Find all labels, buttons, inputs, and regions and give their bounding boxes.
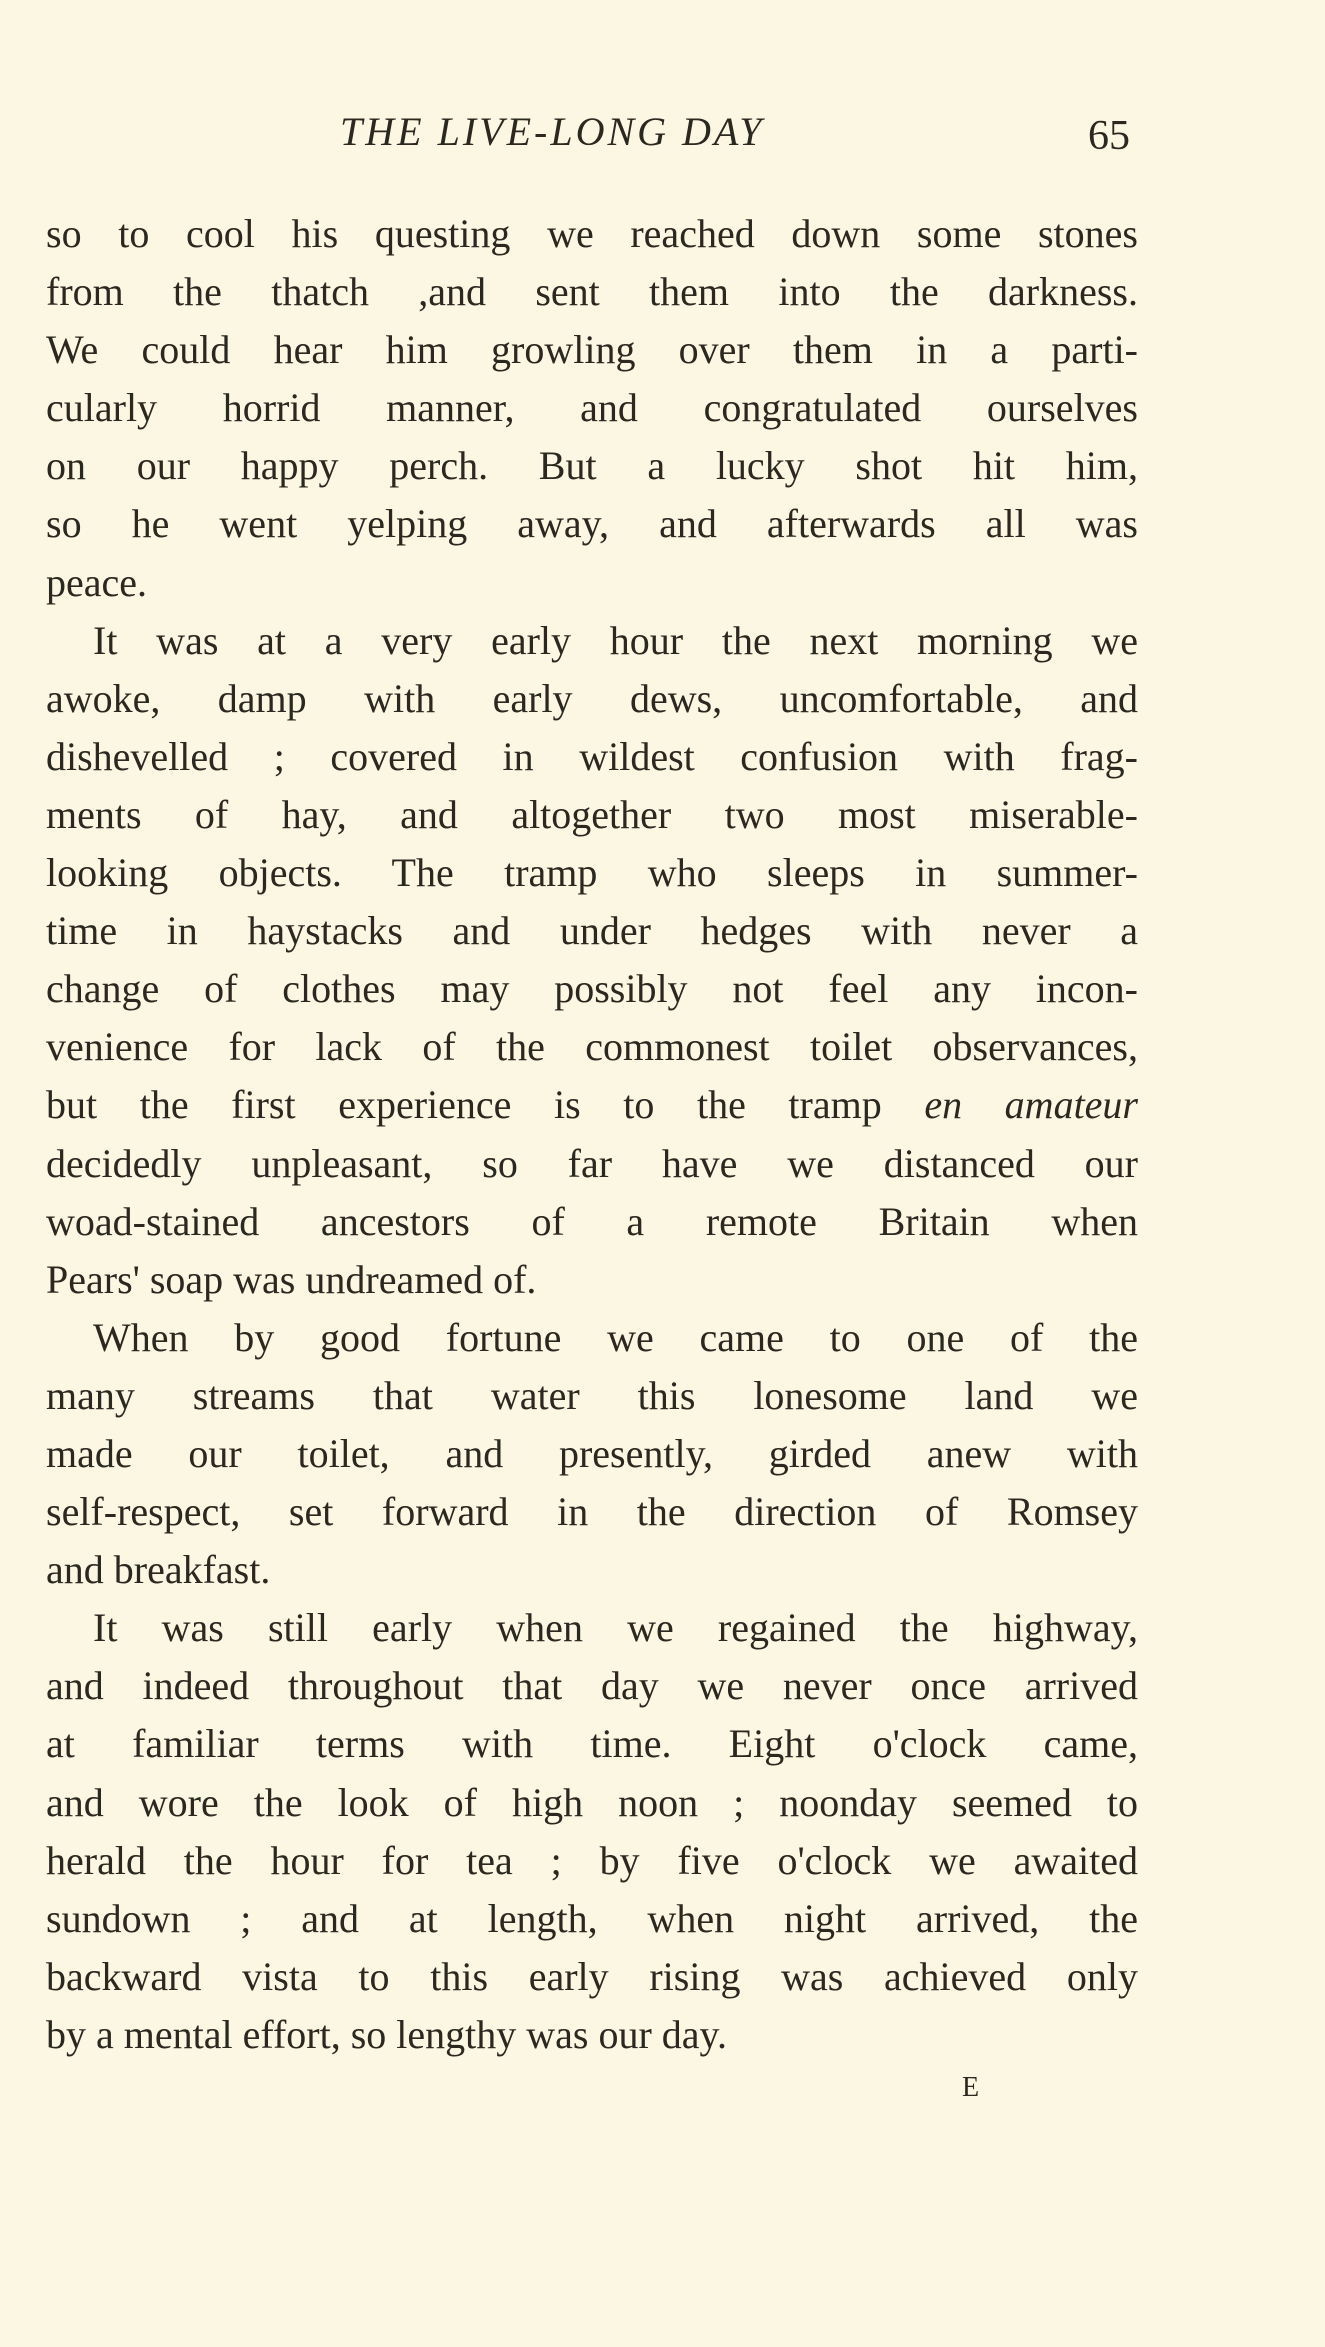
text-line bbox=[46, 1774, 1138, 1832]
text-line-content: looking objects. The tramp who sleeps in summer- bbox=[46, 850, 1138, 896]
text-line bbox=[46, 205, 1138, 263]
text-line bbox=[46, 670, 1138, 728]
text-line-content: sundown ; and at length, when night arrived, the bbox=[46, 1895, 1138, 1941]
text-line-content: and breakfast. bbox=[46, 1547, 271, 1593]
text-line-content: herald the hour for tea ; by five o'clock we awaited bbox=[46, 1837, 1138, 1883]
text-line bbox=[46, 1599, 1138, 1657]
text-line-content: self-respect, set forward in the direction of Romsey bbox=[46, 1489, 1138, 1535]
text-line-content: so he went yelping away, and afterwards all was bbox=[46, 501, 1138, 547]
text-line-content: We could hear him growling over them in a parti- bbox=[46, 327, 1138, 373]
text-line-content: at familiar terms with time. Eight o'clock came, bbox=[46, 1721, 1138, 1767]
text-line-content: from the thatch ,and sent them into the darkness. bbox=[46, 269, 1138, 315]
text-line bbox=[46, 554, 1138, 612]
text-line-content: and wore the look of high noon ; noonday seemed to bbox=[46, 1779, 1138, 1825]
text-line bbox=[46, 1890, 1138, 1948]
text-line bbox=[46, 786, 1138, 844]
signature-mark: E bbox=[962, 2072, 980, 2103]
running-head bbox=[340, 108, 980, 168]
text-line bbox=[46, 1657, 1138, 1715]
text-line bbox=[46, 321, 1138, 379]
body-text bbox=[46, 205, 1138, 2064]
text-line-content: made our toilet, and presently, girded anew with bbox=[46, 1430, 1138, 1476]
text-line-content: on our happy perch. But a lucky shot hit him, bbox=[46, 443, 1138, 489]
text-line-content: decidedly unpleasant, so far have we distanced our bbox=[46, 1140, 1138, 1186]
text-line-content: When by good fortune we came to one of the bbox=[93, 1314, 1138, 1360]
text-line-content: ments of hay, and altogether two most miserable- bbox=[46, 791, 1138, 837]
text-line bbox=[46, 1076, 1138, 1134]
text-line-content: change of clothes may possibly not feel any incon- bbox=[46, 966, 1138, 1012]
italic-phrase: en amateur bbox=[924, 1082, 1138, 1128]
text-line-content: many streams that water this lonesome land we bbox=[46, 1372, 1138, 1418]
text-line bbox=[46, 263, 1138, 321]
text-line bbox=[46, 728, 1138, 786]
text-line bbox=[46, 437, 1138, 495]
text-line-content: and indeed throughout that day we never once arrived bbox=[46, 1663, 1138, 1709]
text-line-content: backward vista to this early rising was achieved only bbox=[46, 1953, 1138, 1999]
text-line bbox=[46, 1018, 1138, 1076]
running-title: THE LIVE-LONG DAY bbox=[340, 109, 765, 154]
text-line-content: by a mental effort, so lengthy was our day. bbox=[46, 2011, 727, 2057]
text-line bbox=[46, 2006, 1138, 2064]
page-number: 65 bbox=[1088, 113, 1130, 159]
text-line bbox=[46, 379, 1138, 437]
text-line-content: woad-stained ancestors of a remote Britain when bbox=[46, 1198, 1138, 1244]
text-line-content: dishevelled ; covered in wildest confusion with frag- bbox=[46, 733, 1138, 779]
text-line-content: so to cool his questing we reached down some stones bbox=[46, 211, 1138, 256]
text-line-content: Pears' soap was undreamed of. bbox=[46, 1256, 537, 1302]
text-line bbox=[46, 960, 1138, 1018]
text-line bbox=[46, 1135, 1138, 1193]
text-line bbox=[46, 1832, 1138, 1890]
text-line bbox=[46, 495, 1138, 553]
text-line bbox=[46, 1251, 1138, 1309]
text-line bbox=[46, 1309, 1138, 1367]
text-line-content: It was at a very early hour the next morning we bbox=[93, 617, 1138, 663]
text-line bbox=[46, 1948, 1138, 2006]
text-line-content: It was still early when we regained the highway, bbox=[93, 1605, 1138, 1651]
text-line-content: cularly horrid manner, and congratulated ourselves bbox=[46, 385, 1138, 431]
text-line bbox=[46, 902, 1138, 960]
text-line-content: peace. bbox=[46, 559, 148, 605]
text-line bbox=[46, 1483, 1138, 1541]
text-line bbox=[46, 1715, 1138, 1773]
text-line-content: awoke, damp with early dews, uncomfortable, and bbox=[46, 675, 1138, 721]
text-line bbox=[46, 1193, 1138, 1251]
text-line-content: time in haystacks and under hedges with never a bbox=[46, 908, 1138, 954]
text-line bbox=[46, 844, 1138, 902]
text-line bbox=[46, 1367, 1138, 1425]
text-line bbox=[46, 612, 1138, 670]
text-line-content: but the first experience is to the tramp bbox=[46, 1082, 882, 1128]
text-line-content: venience for lack of the commonest toilet observances, bbox=[46, 1024, 1138, 1070]
text-line bbox=[46, 1541, 1138, 1599]
text-line bbox=[46, 1425, 1138, 1483]
